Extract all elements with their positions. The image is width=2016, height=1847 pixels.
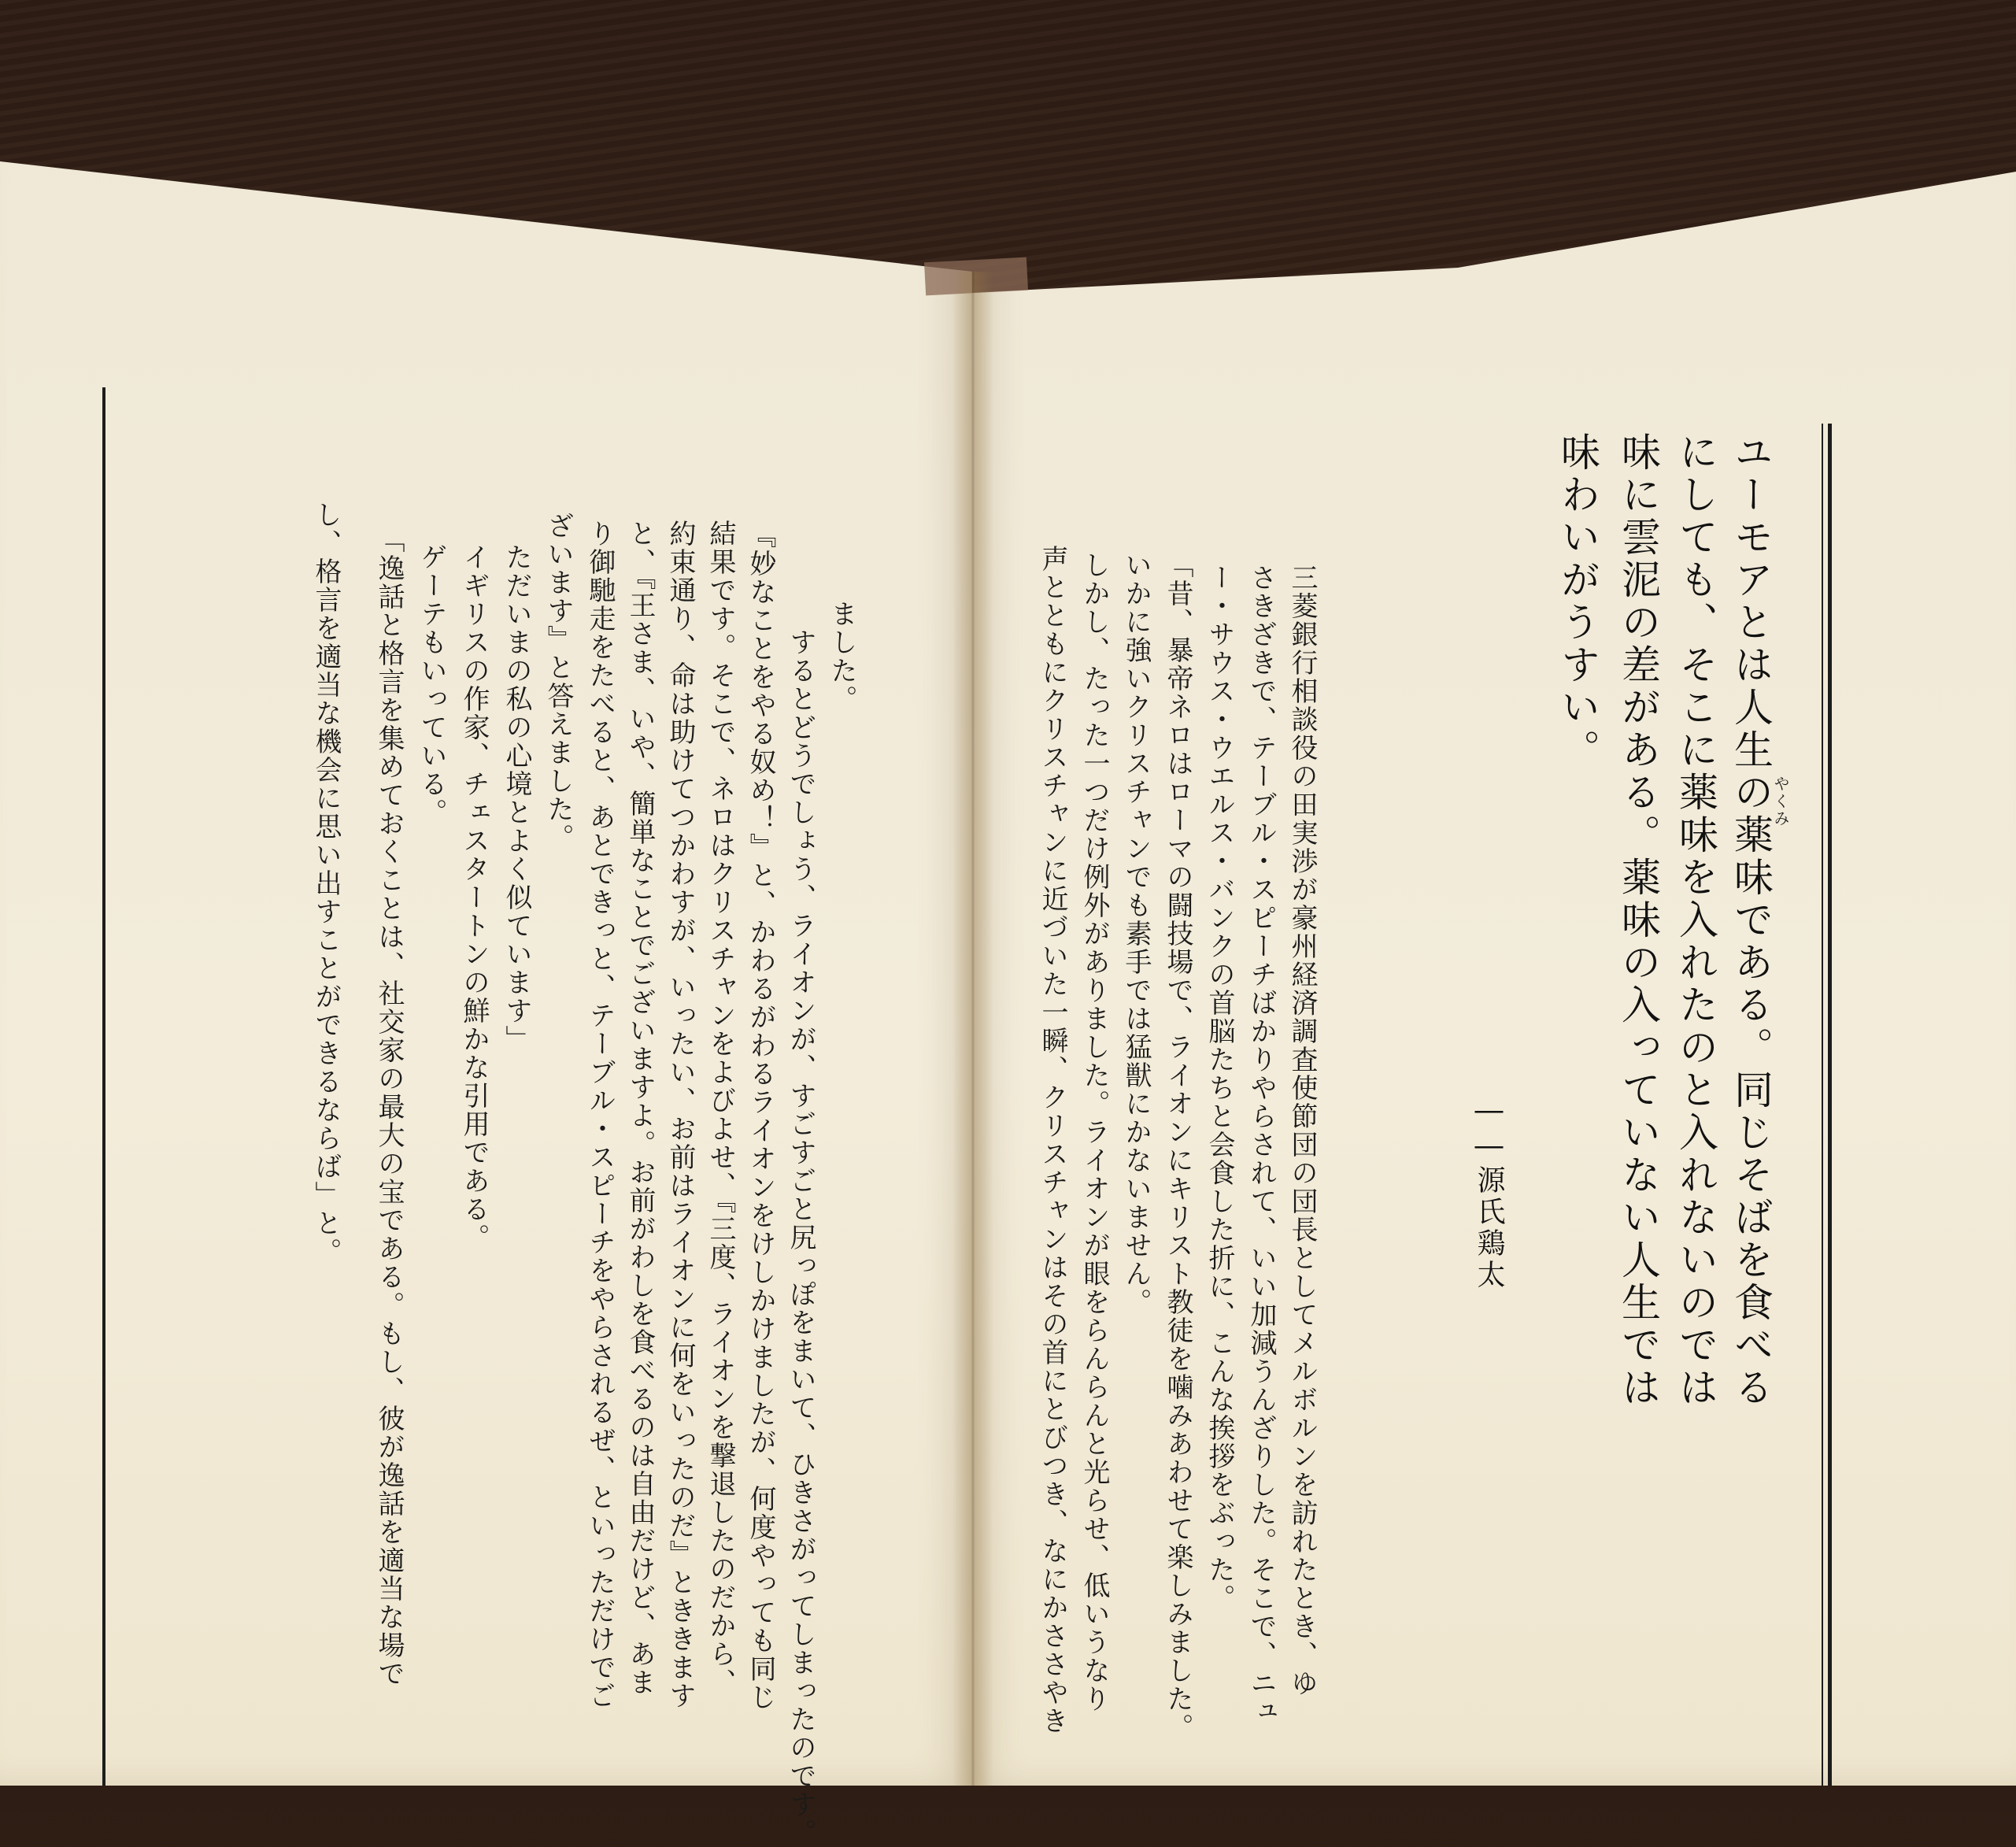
right-line-1: 三菱銀行相談役の田実渉が豪州経済調査使節団の団長としてメルボルンを訪れたとき、ゆ [1286,564,1318,1697]
left-line-7: り御馳走をたべると、あとできっと、テーブル・スピーチをやらされるぜ、といっただけでご [584,520,616,1710]
epigraph-line-2: にしても、そこに薬味を入れたのと入れないのでは [1673,431,1718,1409]
right-margin-rule-thin [1822,424,1823,1786]
ruby-yakumi: やくみ [1771,775,1790,827]
right-line-4: 「昔、暴帝ネロはローマの闘技場で、ライオンにキリスト教徒を噛みあわせて楽しみました。 [1162,551,1193,1742]
epigraph-line-1: ユーモアとは人生の薬味である。同じそばを食べる [1728,431,1774,1409]
right-line-3: ー・サウス・ウエルス・バンクの首脳たちと会食した折に、こんな挨拶をぶった。 [1204,564,1235,1612]
left-line-12: 「逸話と格言を集めておくことは、社交家の最大の宝である。もし、彼が逸話を適当な場で [373,526,405,1688]
right-margin-rule [1828,424,1832,1786]
left-line-8: ざいます』と答えました。 [542,512,574,852]
left-line-6: と、『王さま、いや、簡単なことでございますよ。お前がわしを食べるのは自由だけど、あま [624,520,656,1697]
left-line-10: イギリスの作家、チェスタートンの鮮かな引用である。 [458,543,490,1252]
left-line-1: ました。 [826,600,857,713]
book-gutter [953,272,993,1786]
right-line-5: いかに強いクリスチャンでも素手では猛獣にかないません。 [1120,551,1152,1316]
left-line-2: するとどうでしょう、ライオンが、すごすごと尻っぽをまいて、ひきさがってしまったのです。 [785,628,816,1847]
right-line-7: 声とともにクリスチャンに近づいた一瞬、クリスチャンはその首にとびつき、なにかささやき [1037,545,1068,1735]
left-line-3: 『妙なことをやる奴め！』と、かわるがわるライオンをけしかけましたが、何度やっても同じ [745,521,776,1712]
epigraph-line-4: 味わいがうすい。 [1555,431,1600,772]
left-line-4: 結果です。そこで、ネロはクリスチャンをよびよせ、『三度、ライオンを撃退したのだから、 [705,520,736,1697]
left-line-11: ゲーテもいっている。 [416,543,447,827]
right-line-6: しかし、たった一つだけ例外がありました。ライオンが眼をらんらんと光らせ、低いうなり [1078,551,1110,1713]
left-line-5: 約束通り、命は助けてつかわすが、いったい、お前はライオンに何をいったのだ』とききます [664,520,696,1710]
epigraph-line-3: 味に雲泥の差がある。薬味の入っていない人生では [1615,431,1661,1409]
epigraph-attribution: ――源氏鶏太 [1473,1094,1505,1291]
right-line-2: さきざきで、テーブル・スピーチばかりやらされて、いい加減うんざりした。そこで、ニュ [1245,564,1277,1726]
left-line-13: し、格言を適当な機会に思い出すことができるならば」と。 [310,501,342,1266]
left-line-9: ただいまの私の心境とよく似ています」 [501,543,532,1053]
left-margin-rule [102,387,105,1786]
